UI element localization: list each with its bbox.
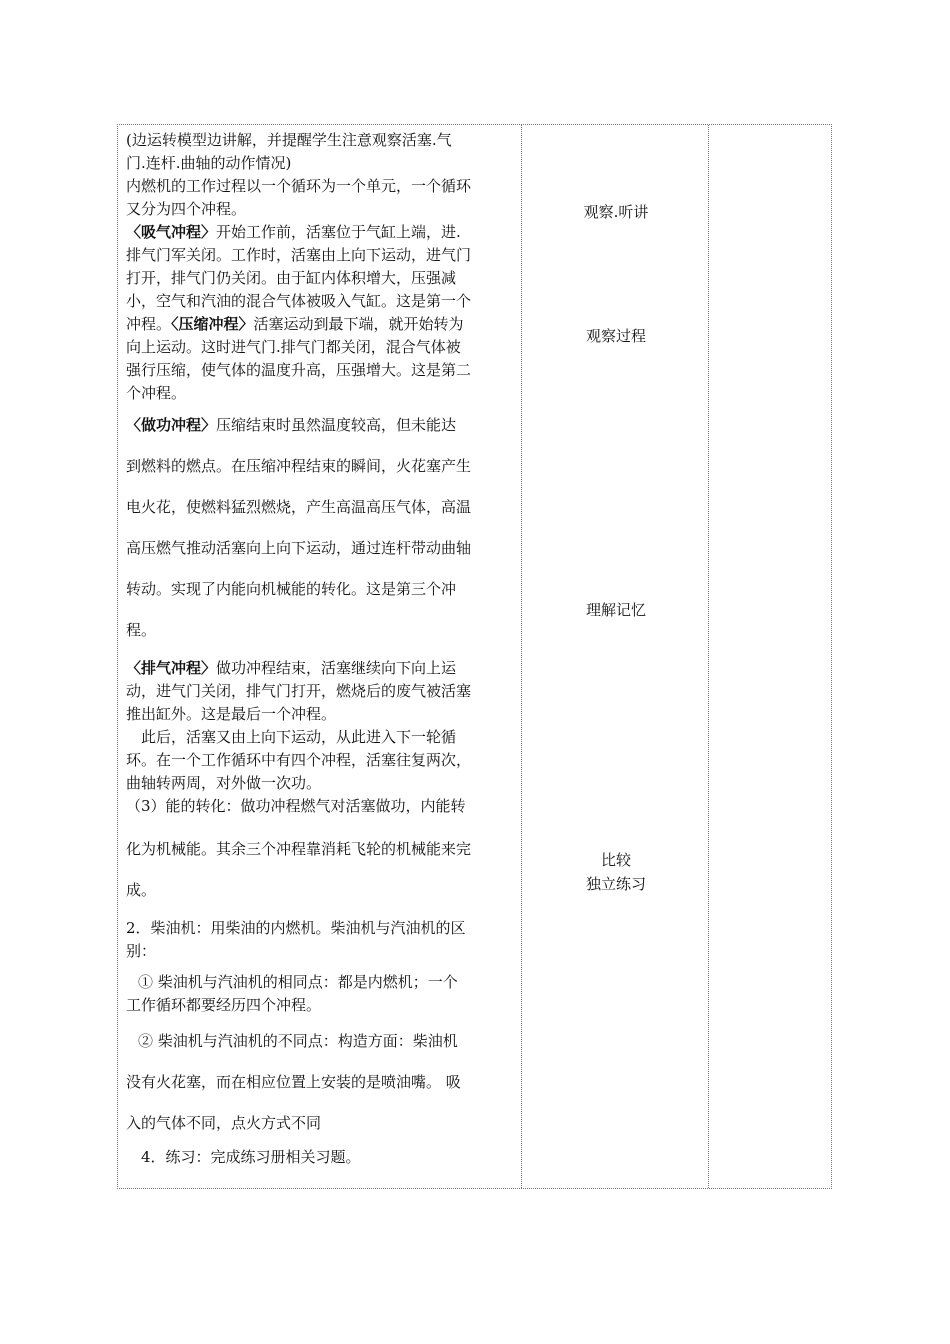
- student-activity-1: 观察.听讲: [583, 203, 649, 221]
- text-line: 成。: [126, 881, 157, 899]
- column-divider: [521, 125, 522, 1188]
- text-line: 曲轴转两周，对外做一次功。: [126, 774, 322, 792]
- text-line: 化为机械能。其余三个冲程靠消耗飞轮的机械能来完: [126, 840, 472, 858]
- text-line: [126, 313, 514, 336]
- stroke-heading: 〈压缩冲程〉: [171, 315, 254, 333]
- text-line: 推出缸外。这是最后一个冲程。: [126, 705, 337, 723]
- text-line: [126, 657, 514, 680]
- stroke-heading: 〈吸气冲程〉: [126, 223, 217, 241]
- teacher-activity-column: [126, 129, 514, 1169]
- text-line: （3）能的转化：做功冲程燃气对活塞做功，内能转: [126, 797, 466, 815]
- text-line: 电火花，使燃料猛烈燃烧，产生高温高压气体，高温: [126, 498, 472, 516]
- column-divider: [708, 125, 709, 1188]
- stroke-heading: 〈排气冲程〉: [126, 659, 217, 677]
- text-line: [126, 221, 514, 244]
- text-span: 开始工作前，活塞位于气缸上端，进.: [216, 223, 461, 241]
- text-line: 内燃机的工作过程以一个循环为一个单元，一个循环: [126, 177, 472, 195]
- text-line: 又分为四个冲程。: [126, 200, 247, 218]
- student-activity-3: 理解记忆: [585, 601, 646, 619]
- text-span: 做功冲程结束，活塞继续向下向上运: [216, 659, 457, 677]
- text-line: 个冲程。: [126, 384, 187, 402]
- text-span: 压缩结束时虽然温度较高，但未能达: [216, 416, 457, 434]
- text-line: 排气门军关闭。工作时，活塞由上向下运动，进气门: [126, 246, 472, 264]
- text-line: 到燃料的燃点。在压缩冲程结束的瞬间，火花塞产生: [126, 457, 472, 475]
- text-line: 此后，活塞又由上向下运动，从此进入下一轮循: [141, 728, 457, 746]
- lesson-table: [117, 124, 832, 1189]
- student-activity-2: 观察过程: [585, 327, 646, 345]
- text-line: ① 柴油机与汽油机的相同点：都是内燃机；一个: [138, 973, 458, 991]
- text-line: 向上运动。这时进气门.排气门都关闭，混合气体被: [126, 338, 461, 356]
- stroke-heading: 〈做功冲程〉: [126, 416, 217, 434]
- text-line: 别：: [126, 942, 157, 960]
- text-line: 小，空气和汽油的混合气体被吸入气缸。这是第一个: [126, 292, 472, 310]
- text-line: ② 柴油机与汽油机的不同点：构造方面：柴油机: [138, 1032, 458, 1050]
- text-span: 冲程。: [126, 315, 172, 333]
- text-line: 打开，排气门仍关闭。由于缸内体积增大，压强减: [126, 269, 457, 287]
- text-line: 动，进气门关闭，排气门打开，燃烧后的废气被活塞: [126, 682, 472, 700]
- student-activity-4: 比较: [600, 851, 631, 869]
- text-line: (边运转模型边讲解，并提醒学生注意观察活塞.气: [126, 131, 452, 149]
- text-line: 4．练习：完成练习册相关习题。: [141, 1148, 361, 1166]
- text-line: 入的气体不同，点火方式不同: [126, 1114, 322, 1132]
- text-span: 活塞运动到最下端，就开始转为: [253, 315, 464, 333]
- text-line: [126, 405, 514, 446]
- text-line: 环。在一个工作循环中有四个冲程，活塞往复两次，: [126, 751, 472, 769]
- text-line: 没有火花塞，而在相应位置上安装的是喷油嘴。 吸: [126, 1073, 461, 1091]
- text-line: 程。: [126, 621, 157, 639]
- text-line: 强行压缩，使气体的温度升高，压强增大。这是第二: [126, 361, 472, 379]
- text-line: 门.连杆.曲轴的动作情况): [126, 154, 292, 172]
- text-line: 工作循环都要经历四个冲程。: [126, 996, 322, 1014]
- text-line: 2．柴油机：用柴油的内燃机。柴油机与汽油机的区: [126, 919, 466, 937]
- text-line: 转动。实现了内能向机械能的转化。这是第三个冲: [126, 580, 457, 598]
- text-line: 高压燃气推动活塞向上向下运动，通过连杆带动曲轴: [126, 539, 472, 557]
- student-activity-5: 独立练习: [585, 875, 646, 893]
